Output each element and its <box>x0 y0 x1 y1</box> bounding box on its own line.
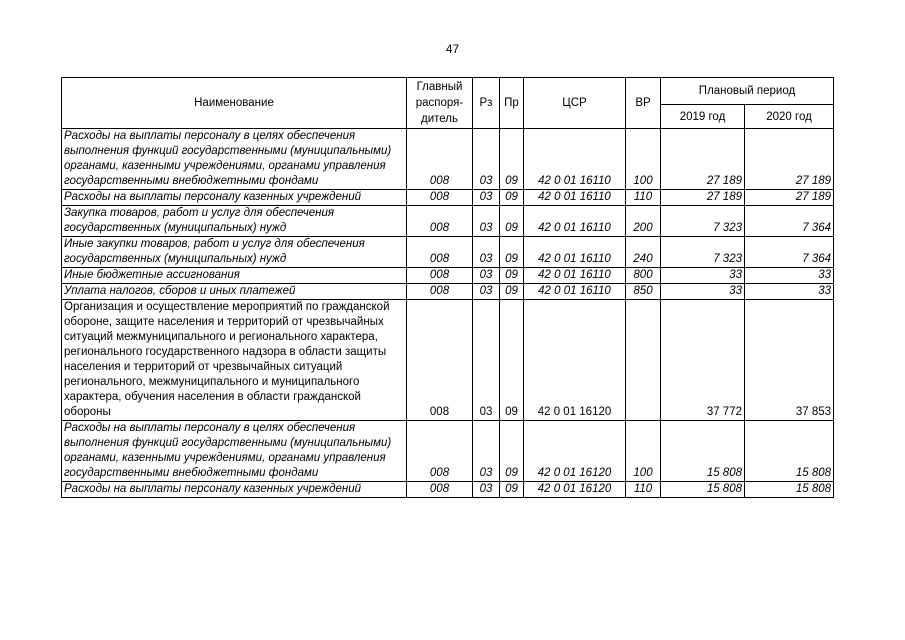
row-rz: 03 <box>473 190 500 206</box>
row-2019: 15 808 <box>661 482 745 498</box>
row-2020: 15 808 <box>745 421 834 482</box>
header-pr: Пр <box>500 78 524 129</box>
row-pr: 09 <box>500 190 524 206</box>
header-year-2019: 2019 год <box>661 105 745 129</box>
row-csr: 42 0 01 16110 <box>524 284 626 300</box>
row-2019: 33 <box>661 268 745 284</box>
row-2019: 15 808 <box>661 421 745 482</box>
header-plan-period: Плановый период <box>661 78 834 105</box>
table-row <box>62 206 834 237</box>
row-rz: 03 <box>473 284 500 300</box>
row-rz: 03 <box>473 237 500 268</box>
row-pr: 09 <box>500 129 524 190</box>
row-rz: 03 <box>473 421 500 482</box>
header-admin-line3: дитель <box>421 113 458 125</box>
row-pr: 09 <box>500 300 524 421</box>
row-2019: 7 323 <box>661 237 745 268</box>
row-rz: 03 <box>473 482 500 498</box>
row-csr: 42 0 01 16120 <box>524 421 626 482</box>
row-name: Расходы на выплаты персоналу в целях обеспечения выполнения функций государственными (муниципальными) органами, казенными учреждениями, органами управления государственными внебюджетными фондами <box>62 129 407 190</box>
row-2019: 33 <box>661 284 745 300</box>
row-csr: 42 0 01 16120 <box>524 482 626 498</box>
row-csr: 42 0 01 16110 <box>524 268 626 284</box>
row-2020: 27 189 <box>745 190 834 206</box>
page-number: 47 <box>445 42 460 56</box>
row-vr: 850 <box>626 284 661 300</box>
row-name: Иные закупки товаров, работ и услуг для обеспечения государственных (муниципальных) нужд <box>62 237 407 268</box>
row-vr: 800 <box>626 268 661 284</box>
budget-table <box>61 77 834 498</box>
row-rz: 03 <box>473 129 500 190</box>
header-rz: Рз <box>473 78 500 129</box>
row-admin: 008 <box>407 300 473 421</box>
header-csr: ЦСР <box>524 78 626 129</box>
table-row <box>62 284 834 300</box>
row-admin: 008 <box>407 190 473 206</box>
table-row <box>62 421 834 482</box>
table-row <box>62 129 834 190</box>
row-rz: 03 <box>473 268 500 284</box>
row-admin: 008 <box>407 284 473 300</box>
row-rz: 03 <box>473 206 500 237</box>
row-admin: 008 <box>407 237 473 268</box>
row-name: Расходы на выплаты персоналу казенных учреждений <box>62 482 407 498</box>
row-pr: 09 <box>500 237 524 268</box>
table-header-row <box>62 78 834 105</box>
header-vr: ВР <box>626 78 661 129</box>
row-2020: 33 <box>745 284 834 300</box>
row-vr: 200 <box>626 206 661 237</box>
row-pr: 09 <box>500 421 524 482</box>
row-rz: 03 <box>473 300 500 421</box>
row-vr: 100 <box>626 421 661 482</box>
row-admin: 008 <box>407 421 473 482</box>
header-year-2020: 2020 год <box>745 105 834 129</box>
row-pr: 09 <box>500 206 524 237</box>
header-admin <box>407 78 473 129</box>
row-name: Расходы на выплаты персоналу казенных учреждений <box>62 190 407 206</box>
row-name: Организация и осуществление мероприятий по гражданской обороне, защите населения и территорий от чрезвычайных ситуаций межмуниципального и регионального характера, регионального государственного надзора в области защиты населения и территорий от чрезвычайных ситуаций регионального, межмуниципального и муниципального характера, обучения населения в области гражданской обороны <box>62 300 407 421</box>
table-row <box>62 482 834 498</box>
row-pr: 09 <box>500 284 524 300</box>
row-2020: 33 <box>745 268 834 284</box>
row-admin: 008 <box>407 206 473 237</box>
row-2019: 37 772 <box>661 300 745 421</box>
row-pr: 09 <box>500 482 524 498</box>
row-csr: 42 0 01 16120 <box>524 300 626 421</box>
row-admin: 008 <box>407 129 473 190</box>
row-2020: 7 364 <box>745 206 834 237</box>
row-admin: 008 <box>407 482 473 498</box>
table-row <box>62 300 834 421</box>
row-vr: 240 <box>626 237 661 268</box>
row-vr: 100 <box>626 129 661 190</box>
table-row <box>62 268 834 284</box>
row-admin: 008 <box>407 268 473 284</box>
row-vr: 110 <box>626 190 661 206</box>
row-csr: 42 0 01 16110 <box>524 237 626 268</box>
row-csr: 42 0 01 16110 <box>524 206 626 237</box>
row-2019: 27 189 <box>661 129 745 190</box>
header-name: Наименование <box>62 78 407 129</box>
header-admin-line2: распоря- <box>415 97 464 109</box>
row-name: Расходы на выплаты персоналу в целях обеспечения выполнения функций государственными (муниципальными) органами, казенными учреждениями, органами управления государственными внебюджетными фондами <box>62 421 407 482</box>
header-admin-line1: Главный <box>416 81 463 93</box>
row-2020: 37 853 <box>745 300 834 421</box>
row-2020: 15 808 <box>745 482 834 498</box>
row-2019: 27 189 <box>661 190 745 206</box>
table-row <box>62 190 834 206</box>
row-name: Иные бюджетные ассигнования <box>62 268 407 284</box>
row-vr: 110 <box>626 482 661 498</box>
row-csr: 42 0 01 16110 <box>524 190 626 206</box>
row-name: Уплата налогов, сборов и иных платежей <box>62 284 407 300</box>
row-name: Закупка товаров, работ и услуг для обеспечения государственных (муниципальных) нужд <box>62 206 407 237</box>
row-csr: 42 0 01 16110 <box>524 129 626 190</box>
row-2019: 7 323 <box>661 206 745 237</box>
row-vr <box>626 300 661 421</box>
row-pr: 09 <box>500 268 524 284</box>
row-2020: 7 364 <box>745 237 834 268</box>
row-2020: 27 189 <box>745 129 834 190</box>
table-row <box>62 237 834 268</box>
